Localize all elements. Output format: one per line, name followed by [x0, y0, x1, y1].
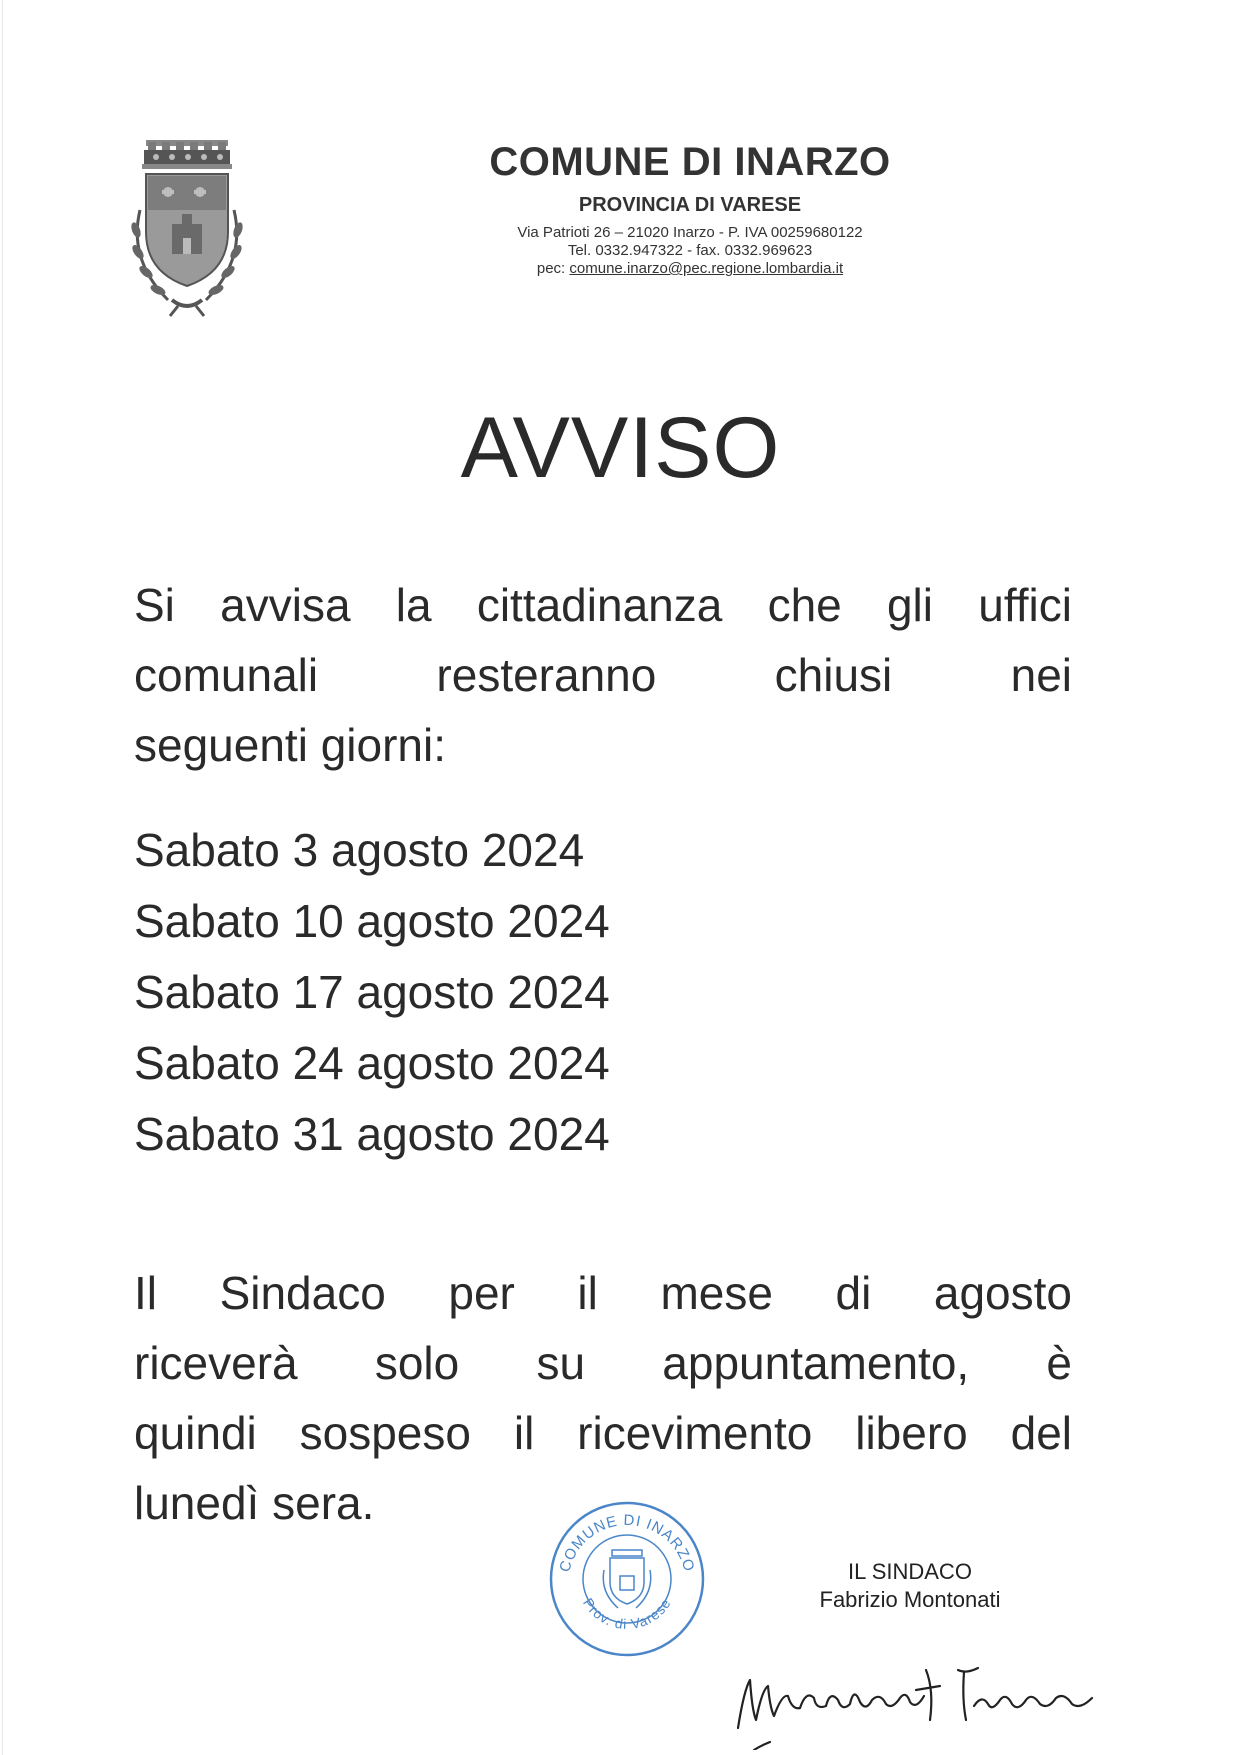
stamp-top-text: COMUNE DI INARZO — [556, 1511, 698, 1575]
closure-date: Sabato 24 agosto 2024 — [134, 1037, 610, 1089]
phone-line: Tel. 0332.947322 - fax. 0332.969623 — [567, 242, 813, 259]
svg-text:Prov. di Varese — [580, 1595, 674, 1632]
intro-line: Si avvisa la cittadinanza che gli uffici — [134, 579, 1072, 631]
signature-block — [770, 1558, 1050, 1614]
municipality-name: COMUNE DI INARZO — [489, 140, 891, 184]
intro-line: seguenti giorni: — [134, 719, 446, 771]
mayor-notice-paragraph — [134, 1258, 1072, 1538]
notice-line: lunedì sera. — [134, 1477, 375, 1529]
closure-date: Sabato 3 agosto 2024 — [134, 824, 585, 876]
signatory-role: IL SINDACO — [848, 1559, 972, 1584]
notice-title: AVVISO — [460, 400, 781, 496]
official-stamp — [548, 1500, 706, 1658]
notice-line: Il Sindaco per il mese di agosto — [134, 1267, 1072, 1319]
coat-of-arms-icon — [128, 140, 246, 318]
province-name: PROVINCIA DI VARESE — [578, 194, 802, 216]
closure-dates-list — [134, 815, 610, 1170]
pec-line — [430, 260, 950, 278]
page-edge — [2, 0, 3, 1755]
intro-paragraph — [134, 570, 1072, 780]
closure-date: Sabato 10 agosto 2024 — [134, 895, 610, 947]
closure-date: Sabato 31 agosto 2024 — [134, 1108, 610, 1160]
address-line: Via Patrioti 26 – 21020 Inarzo - P. IVA 00259680122 — [517, 224, 863, 241]
pec-label: pec: — [536, 260, 566, 277]
pec-email-link[interactable]: comune.inarzo@pec.regione.lombardia.it — [569, 260, 844, 277]
handwritten-signature — [730, 1650, 1110, 1750]
notice-line: quindi sospeso il ricevimento libero del — [134, 1407, 1072, 1459]
notice-line: riceverà solo su appuntamento, è — [134, 1337, 1072, 1389]
signatory-name: Fabrizio Montonati — [819, 1587, 1001, 1612]
intro-line: comunali resteranno chiusi nei — [134, 649, 1072, 701]
closure-date: Sabato 17 agosto 2024 — [134, 966, 610, 1018]
letterhead — [430, 138, 950, 278]
stamp-bottom-text: Prov. di Varese — [579, 1595, 675, 1632]
